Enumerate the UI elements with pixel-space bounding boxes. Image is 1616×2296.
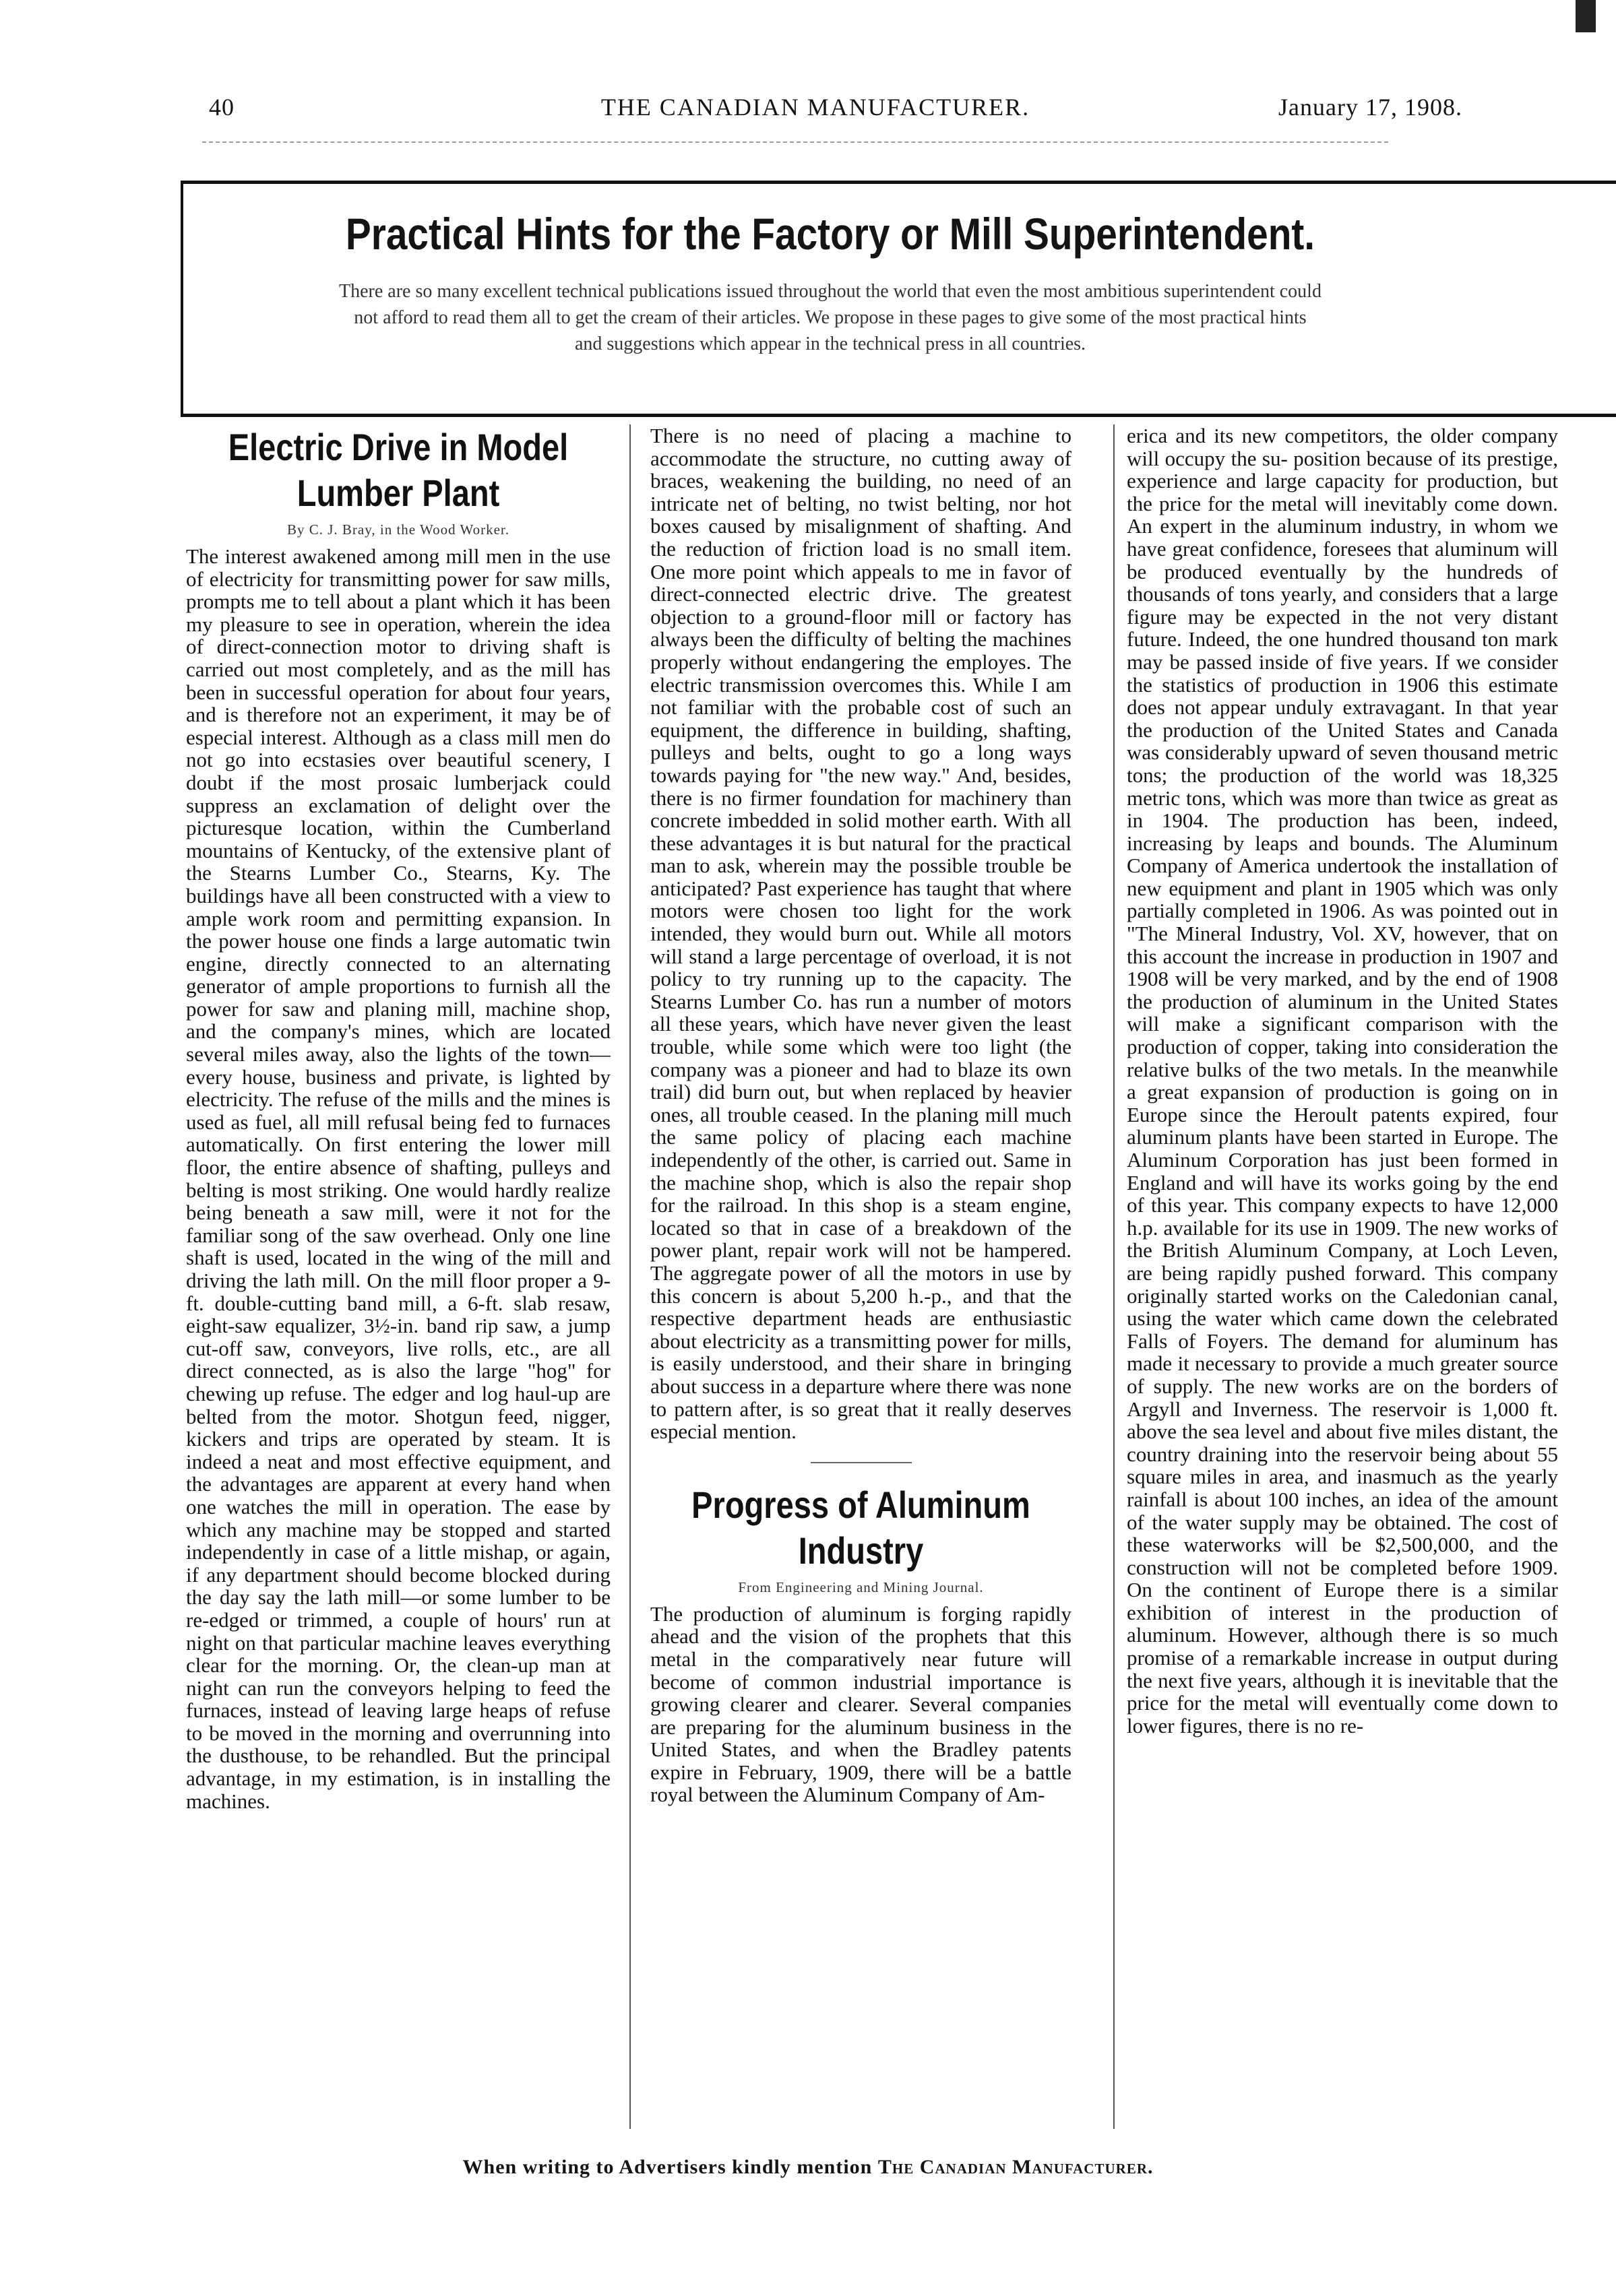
page-footer bbox=[0, 2156, 1616, 2179]
issue-date: January 17, 1908. bbox=[1278, 94, 1462, 121]
article-title-aluminum: Progress of Aluminum Industry bbox=[691, 1483, 1030, 1572]
article-body: The production of aluminum is forging rapidly ahead and the vision of the prophets that this metal in the comparatively near future will become of common industrial importance is growing clearer and clearer. Several companies are preparing for the aluminum business in the United States, and when the Bradley patents expire in February, 1909, there will be a battle royal between the Aluminum Company of Am- bbox=[650, 1601, 1071, 1807]
article-separator bbox=[811, 1462, 912, 1463]
column-divider bbox=[629, 424, 631, 2129]
footer-text: When writing to Advertisers kindly mention bbox=[462, 2156, 873, 2178]
footer-publication: The Canadian Manufacturer. bbox=[877, 2156, 1154, 2178]
article-byline: From Engineering and Mining Journal. bbox=[738, 1578, 984, 1595]
section-banner bbox=[181, 181, 1616, 416]
page-corner-mark bbox=[1576, 0, 1596, 32]
section-intro: There are so many excellent technical publications issued throughout the world that even the most ambitious superintendent could not afford to read them all to get the cream of their articles. We propose in these pages to give some of the most practical hints and suggestions which appear in the technical press in all countries. bbox=[339, 281, 1322, 354]
page-number: 40 bbox=[209, 94, 235, 121]
article-byline: By C. J. Bray, in the Wood Worker. bbox=[286, 521, 510, 538]
section-title: Practical Hints for the Factory or Mill Superintendent. bbox=[345, 209, 1315, 259]
article-body-continued: There is no need of placing a machine to accommodate the structure, no cutting away of braces, weakening the building, no need of an intricate net of belting, no twist belting, nor hot boxes caused by misalignment of shafting. And the reduction of friction load is no small item. One more point which appeals to me in favor of direct-connected electric drive. The greatest objection to a ground-floor mill or factory has always been the difficulty of belting the machines properly without endangering the employes. The electric transmission overcomes this. While I am not familiar with the probable cost of such an equipment, the difference in building, shafting, pulleys and belts, ought to go a long ways towards paying for "the new way." And, besides, there is no firmer foundation for machinery than concrete imbedded in solid mother earth. With all these advantages it is but natural for the practical man to ask, wherein may the possible trouble be anticipated? Past experience has taught that where motors were chosen too light for the work intended, they would burn out. While all motors will stand a large percentage of overload, it is not policy to try running up to the capacity. The Stearns Lumber Co. has run a number of motors all these years, which have never given the least trouble, while some which were too light (the company was a pioneer and had to blaze its own trail) did burn out, but when replaced by heavier ones, all trouble ceased. In the planing mill much the same policy of placing each machine independently of the other, is carried out. Same in the machine shop, which is also the repair shop for the railroad. In this shop is a steam engine, located so that in case of a breakdown of the power plant, repair work will not be hampered. The aggregate power of all the motors in use by this concern is about 5,200 h.-p., and that the respective department heads are enthusiastic about electricity as a transmitting power for mills, is easily understood, and their share in bringing about success in a departure where there was none to pattern after, is so great that it really deserves especial mention. bbox=[650, 424, 1071, 1444]
column-1 bbox=[186, 424, 611, 2095]
column-3 bbox=[1127, 424, 1558, 2095]
publication-masthead: THE CANADIAN MANUFACTURER. bbox=[600, 94, 1030, 121]
header-rule bbox=[202, 141, 1388, 143]
article-body-continued: erica and its new competitors, the older company will occupy the su- position because of its prestige, experience and large capacity for production, but the price for the metal will inevitably come down. An expert in the aluminum industry, in whom we have great confidence, foresees that aluminum will be produced eventually by the hundreds of thousands of tons yearly, and considers that a large figure may be expected in the not very distant future. Indeed, the one hundred thousand ton mark may be passed inside of five years. If we consider the statistics of production in 1906 this estimate does not appear unduly extravagant. In that year the production of the United States and Canada was considerably upward of seven thousand metric tons; the production of the world was 18,325 metric tons, which was more than twice as great as in 1904. The production has been, indeed, increasing by leaps and bounds. The Aluminum Company of America undertook the installation of new equipment and plant in 1905 which was only partially completed in 1906. As was pointed out in "The Mineral Industry, Vol. XV, however, that on this account the increase in production in 1907 and 1908 will be very marked, and by the end of 1908 the production of aluminum in the United States will make a significant comparison with the production of copper, taking into consideration the relative bulks of the two metals. In the meanwhile a great expansion of production is going on in Europe since the Heroult patents expired, four aluminum plants have been started in Europe. The Aluminum Corporation has just been formed in England and will have its works going by the end of this year. This company expects to have 12,000 h.p. available for its use in 1909. The new works of the British Aluminum Company, at Loch Leven, are being rapidly pushed forward. This company originally started works on the Caledonian canal, using the water which came down the celebrated Falls of Foyers. The demand for aluminum has made it necessary to provide a much greater source of supply. The new works are on the borders of Argyll and Inverness. The reservoir is 1,000 ft. above the sea level and about five miles distant, the country draining into the reservoir being about 55 square miles in area, and inasmuch as the yearly rainfall is about 100 inches, an idea of the amount of the water supply may be obtained. The cost of these waterworks will be $2,500,000, and the construction will not be completed before 1909. On the continent of Europe there is a similar exhibition of interest in the production of aluminum. However, although there is so much promise of a remarkable increase in output during the next five years, although it is inevitable that the price for the metal will eventually come down to lower figures, there is no re- bbox=[1127, 424, 1558, 1737]
banner-rule bbox=[181, 414, 1616, 417]
article-body: The interest awakened among mill men in the use of electricity for transmitting power for saw mills, prompts me to tell about a plant which it has been my pleasure to see in operation, wherein the idea of direct-connection motor to driving shaft is carried out most completely, and as the mill has been in successful operation for about four years, and is therefore not an experiment, it may be of especial interest. Although as a class mill men do not go into ecstasies over beautiful scenery, I doubt if the most prosaic lumberjack could suppress an exclamation of delight over the picturesque location, within the Cumberland mountains of Kentucky, of the extensive plant of the Stearns Lumber Co., Stearns, Ky. The buildings have all been constructed with a view to ample work room and permitting expansion. In the power house one finds a large automatic twin engine, directly connected to an alternating generator of ample proportions to furnish all the power for saw and planing mill, machine shop, and the company's mines, which are located several miles away, also the lights of the town—every house, business and private, is lighted by electricity. The refuse of the mills and the mines is used as fuel, all mill refusal being fed to furnaces automatically. On first entering the lower mill floor, the entire absence of shafting, pulleys and belting is most striking. One would hardly realize being beneath a saw mill, were it not for the familiar song of the saw overhead. Only one line shaft is used, located in the wing of the mill and driving the lath mill. On the mill floor proper a 9-ft. double-cutting band mill, a 6-ft. slab resaw, eight-saw equalizer, 3½-in. band rip saw, a jump cut-off saw, conveyors, live rolls, etc., are all direct connected, as is also the large "hog" for chewing up refuse. The edger and log haul-up are belted from the motor. Shotgun feed, nigger, kickers and trips are operated by steam. It is indeed a neat and most effective equipment, and the advantages are apparent at every hand when one watches the mill in operation. The ease by which any machine may be stopped and started independently in case of a little mishap, or again, if any department should become blocked during the day say the lath mill—or some lumber to be re-edged or trimmed, a couple of hours' run at night on that particular machine leaves everything clear for the morning. Or, the clean-up man at night can run the conveyors helping to feed the furnaces, instead of leaving large heaps of refuse to be moved in the morning and overrunning into the dusthouse, to be rehandled. But the principal advantage, in my estimation, is in installing the machines. bbox=[186, 544, 611, 1813]
column-2 bbox=[650, 424, 1071, 2095]
running-header bbox=[202, 93, 1462, 133]
column-divider bbox=[1113, 424, 1115, 2129]
article-title-electric-drive: Electric Drive in Model Lumber Plant bbox=[228, 426, 569, 514]
